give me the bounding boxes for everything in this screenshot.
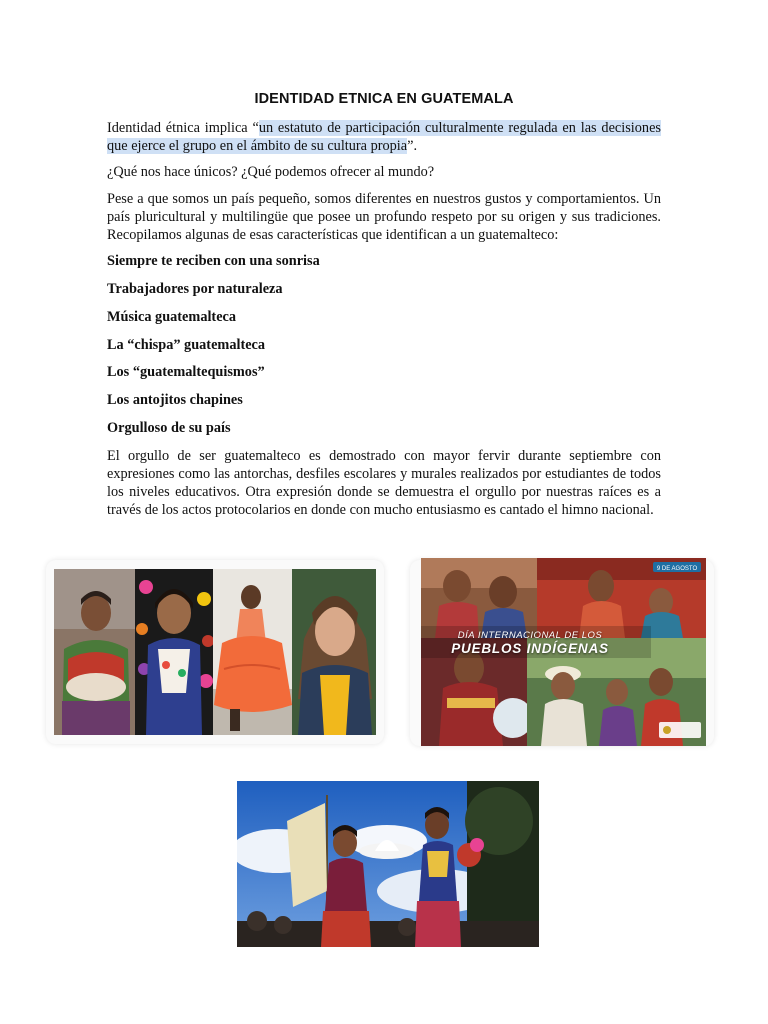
- date-badge: 9 DE AGOSTO: [656, 566, 698, 572]
- body-paragraph-1: Pese a que somos un país pequeño, somos diferentes en nuestros gustos y comportamientos. Un país pluricultural y multilingüe que posee un profundo respeto por su origen y sus tradiciones. Recopilamos algunas de esas características que identifican a un guatemalteco:: [107, 190, 661, 244]
- feature-item: Siempre te reciben con una sonrisa: [107, 253, 320, 270]
- intro-text-start: Identidad étnica implica “: [107, 120, 259, 136]
- question-paragraph: ¿Qué nos hace únicos? ¿Qué podemos ofrecer al mundo?: [107, 164, 435, 181]
- feature-list: [107, 252, 661, 437]
- feature-item: Los “guatemaltequismos”: [107, 364, 265, 381]
- procession-photo: [237, 781, 539, 947]
- banner-line-2: PUEBLOS INDÍGENAS: [451, 641, 609, 656]
- intro-paragraph: [107, 119, 661, 155]
- highlighted-quote[interactable]: un estatuto de participación culturalmente regulada en las decisiones que ejerce el grupo en el ámbito de su cultura propia: [107, 120, 661, 155]
- portraits-collage-image: [54, 569, 376, 735]
- feature-item: Los antojitos chapines: [107, 392, 243, 409]
- document-body: [107, 119, 661, 528]
- feature-item: Trabajadores por naturaleza: [107, 281, 283, 298]
- indigenous-day-collage-image: [421, 558, 706, 746]
- intro-text-end: ”.: [407, 138, 418, 155]
- feature-item: Orgulloso de su país: [107, 420, 231, 436]
- feature-item: Música guatemalteca: [107, 308, 237, 325]
- body-paragraph-2: El orgullo de ser guatemalteco es demostrado con mayor fervir durante septiembre con expresiones como las antorchas, desfiles escolares y murales realizados por estudiantes de todos los niveles educativos. Otra expresión donde se demuestra el orgullo por nuestras raíces es a través de los actos protocolarios en donde con mucho entusiasmo es cantado el himno nacional.: [107, 447, 661, 519]
- document-title: IDENTIDAD ETNICA EN GUATEMALA: [254, 91, 514, 107]
- feature-item: La “chispa” guatemalteca: [107, 336, 266, 353]
- banner-line-1: DÍA INTERNACIONAL DE LOS: [457, 630, 603, 641]
